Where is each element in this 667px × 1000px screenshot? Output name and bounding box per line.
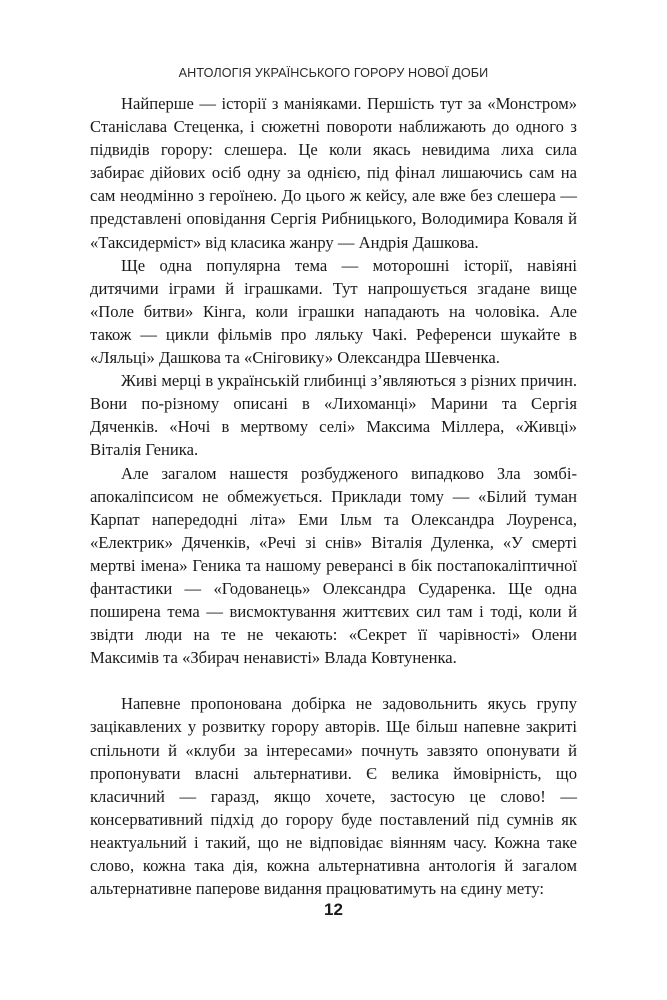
paragraph-5: Напевне пропонована добірка не задовольнить якусь групу зацікавлених у розвитку горору авторів. Ще більш напевне закриті спільноти й «клуби за інтересами» почнуть завзято опонувати й пропонувати власні альтернативи. Є велика ймовірність, що класичний — гаразд, якщо хочете, застосую це слово! — консервативний підхід до горору буде поставлений під сумнів як неактуальний і такий, що не відповідає віянням часу. Кожна таке слово, кожна така дія, кожна альтернативна антологія й загалом альтернативне паперове видання працюватимуть на єдину мету: [90, 694, 577, 899]
paragraph-2: Ще одна популярна тема — моторошні історії, навіяні дитячими іграми й іграшками. Тут напрошується згадане вище «Поле битви» Кінга, коли іграшки нападають на чоловіка. Але також — цикли фільмів про ляльку Чакі. Референси шукайте в «Ляльці» Дашкова та «Сніговику» Олександра Шевченка. [90, 255, 577, 368]
paragraph-4: Але загалом нашестя розбудженого випадково Зла зомбі-апокаліпсисом не обмежується. Приклади тому — «Білий туман Карпат напередодні літа» Еми Ільм та Олександра Лоуренса, «Електрик» Дяченків, «Речі зі снів» Віталія Дуленка, «У смерті мертві імена» Геника та нашому реверансі в бік постапокаліптичної фантастики — «Годованець» Олександра Сударенка. Ще одна поширена тема — висмоктування життєвих сил там і тоді, коли й звідти люди на те не чекають: «Секрет її чарівності» Олени Максимів та «Збирач ненависті» Влада Ковтуненка. [90, 463, 577, 668]
paragraph-1: Найперше — історії з маніяками. Першість тут за «Монстром» Станіслава Стеценка, і сюжетні повороти наближають до одного з підвидів горору: слешера. Це коли якась невидима лиха сила забирає дійових осіб одну за однією, під фінал лишаючись сам на сам неодмінно з героїнею. До цього ж кейсу, але вже без слешера — представлені оповідання Сергія Рибницького, Володимира Коваля й «Таксидерміст» від класика жанру — Андрія Дашкова. [90, 94, 577, 252]
running-head: АНТОЛОГІЯ УКРАЇНСЬКОГО ГОРОРУ НОВОЇ ДОБИ [178, 66, 489, 80]
page-number: 12 [324, 900, 343, 919]
body-text [90, 92, 577, 900]
paragraph-3: Живі мерці в українській глибинці з’являються з різних причин. Вони по-різному описані в «Лихоманці» Марини та Сергія Дяченків. «Ночі в мертвому селі» Максима Міллера, «Живці» Віталія Геника. [90, 371, 577, 460]
